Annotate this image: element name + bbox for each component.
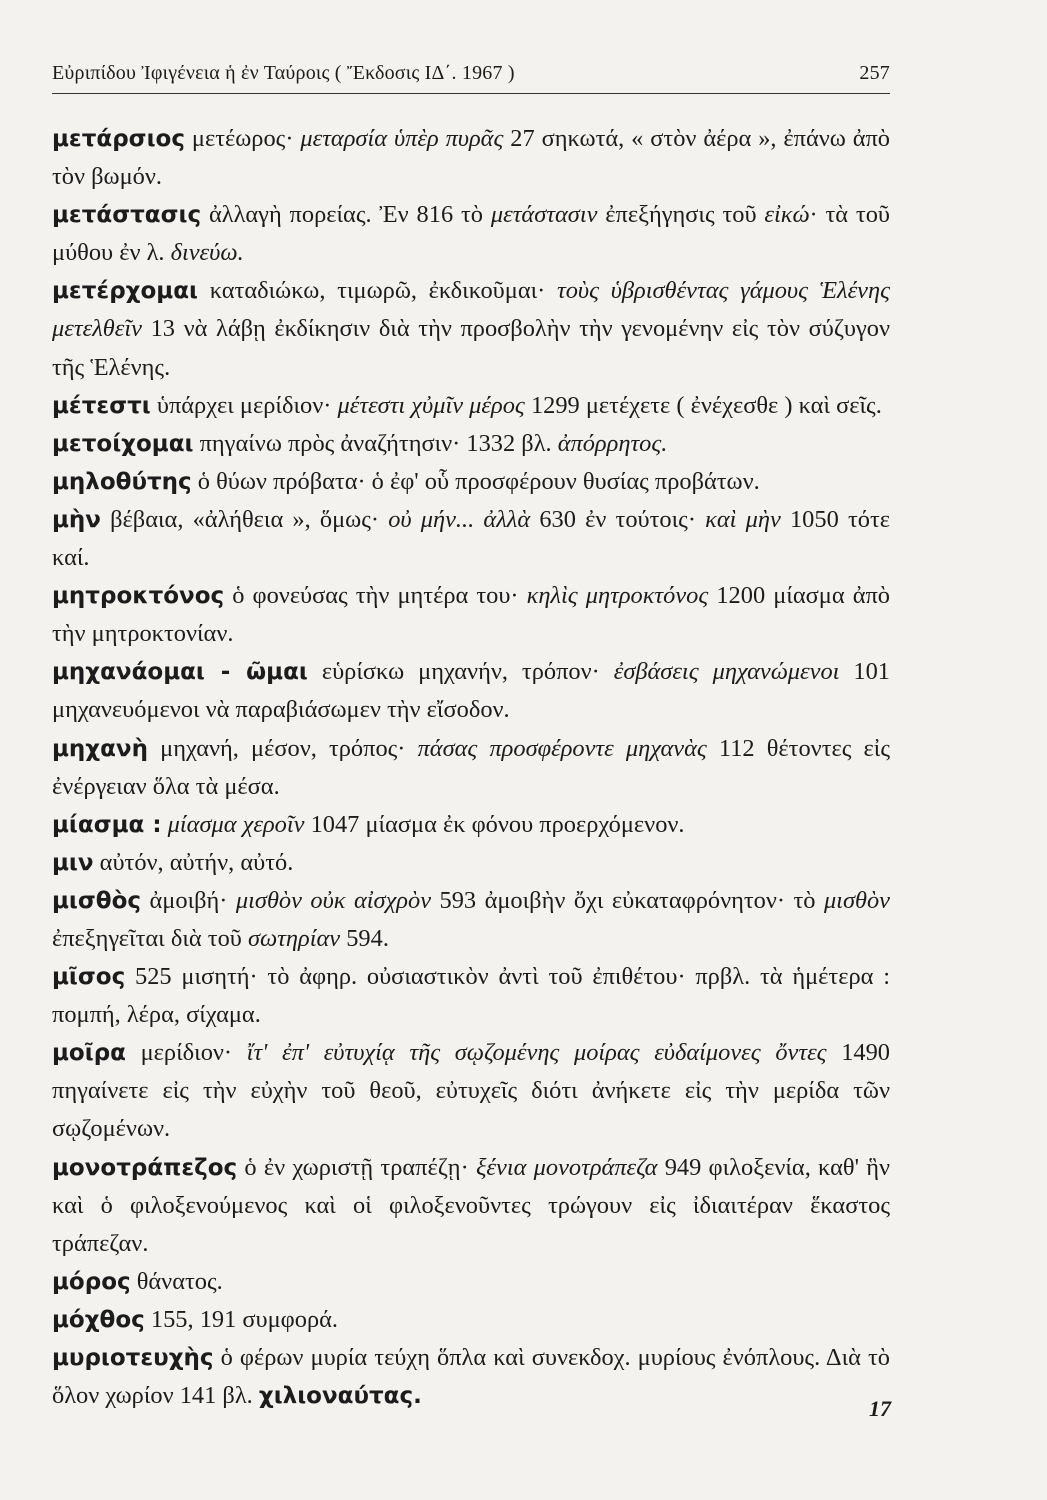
running-header	[52, 62, 890, 94]
entry-text: πηγαίνω πρὸς ἀναζήτησιν· 1332 βλ.	[193, 429, 558, 457]
glossary-entry	[52, 387, 890, 425]
glossary-entry	[52, 653, 890, 729]
glossary-entry	[52, 196, 890, 272]
entry-text: ὁ φέρων μυρία τεύχη ὅπλα καὶ συνεκδοχ. μυρίους ἐνόπλους. Διὰ τὸ ὅλον χωρίον 141 βλ.	[52, 1344, 890, 1410]
entry-quote: μισθὸν οὐκ αἰσχρὸν	[235, 886, 432, 914]
entry-quote: μέτεστι χὐμῖν μέρος	[337, 391, 525, 419]
entry-text: 1050 τότε καί.	[52, 505, 890, 572]
entry-lemma: μῖσος	[52, 964, 126, 991]
entry-text: 525 μισητή· τὸ ἀφηρ. οὐσιαστικὸν ἀντὶ τοῦ ἐπιθέτου· πρβλ. τὰ ἡμέτερα : πομπή, λέρα, σίχαμα.	[52, 963, 890, 1029]
entry-quote: μεταρσία ὑπὲρ πυρᾶς	[300, 125, 504, 152]
entry-text: αὐτόν, αὐτήν, αὐτό.	[93, 848, 294, 876]
glossary-entry	[52, 958, 890, 1034]
entry-text: · τὰ τοῦ μύθου ἐν λ.	[52, 201, 890, 267]
dictionary-page	[52, 62, 890, 1415]
entry-quote: σωτηρίαν	[247, 924, 341, 952]
entry-quote: οὐ μήν... ἀλλὰ	[388, 505, 531, 533]
entry-text: 155, 191 συμφορά.	[144, 1305, 338, 1333]
glossary-entry	[52, 577, 890, 653]
entry-text: ὑπάρχει μερίδιον·	[150, 391, 338, 419]
signature-mark: 17	[869, 1396, 891, 1421]
entry-quote: κηλὶς μητροκτόνος	[526, 582, 709, 610]
entry-lemma: μοῖρα	[52, 1040, 126, 1067]
entry-text: 1047 μίασμα ἐκ φόνου προερχόμενον.	[304, 810, 685, 838]
glossary-entry	[52, 806, 890, 844]
glossary-entry	[52, 882, 890, 958]
entry-text: ὁ θύων πρόβατα· ὁ ἐφ' οὗ προσφέρουν θυσίας προβάτων.	[191, 467, 760, 495]
entry-lemma: μηλοθύτης	[52, 468, 192, 495]
entry-quote: ξένια μονοτράπεζα	[475, 1153, 658, 1181]
entry-lemma: μυριοτευχὴς	[52, 1345, 214, 1371]
glossary-entry	[52, 1339, 890, 1415]
entry-lemma: μιν	[52, 849, 94, 876]
glossary-entry	[52, 1149, 890, 1263]
entry-lemma: μόχθος	[52, 1306, 145, 1333]
entry-quote: εἰκώ	[764, 201, 810, 229]
entry-lemma: μονοτράπεζος	[52, 1154, 238, 1181]
entry-text: μερίδιον·	[125, 1039, 247, 1067]
glossary-entry	[52, 844, 890, 882]
entry-quote: μίασμα χεροῖν	[167, 810, 305, 838]
entry-text: εὑρίσκω μηχανήν, τρόπον·	[307, 658, 614, 686]
entry-lemma: μετάστασις	[52, 202, 202, 229]
entry-quote: τοὺς ὑβρισθέντας γάμους Ἑλένης μετελθεῖν	[52, 277, 890, 343]
entry-text: 630 ἐν τούτοις·	[530, 505, 706, 533]
glossary-entry	[52, 730, 890, 806]
entry-quote: μετάστασιν	[490, 201, 598, 229]
entry-lemma: μισθὸς	[52, 887, 142, 914]
entry-lemma: μέτεστι	[52, 392, 151, 419]
entry-quote: πάσας προσφέροντε μηχανὰς	[417, 734, 707, 762]
entry-quote: ἀπόρρητος.	[557, 429, 668, 457]
entry-lemma: μετέρχομαι	[52, 278, 198, 305]
glossary-entries	[52, 120, 890, 1415]
entry-lemma: μηχανάομαι - ῶμαι	[52, 659, 308, 686]
entry-text: 1299 μετέχετε ( ἐνέχεσθε ) καὶ σεῖς.	[524, 391, 882, 419]
glossary-entry	[52, 463, 890, 501]
entry-quote: δινεύω.	[170, 239, 244, 267]
entry-text: 593 ἀμοιβὴν ὄχι εὐκαταφρόνητον· τὸ	[431, 886, 824, 914]
entry-lemma: μὴν	[52, 506, 101, 533]
entry-text: 112 θέτοντες εἰς ἐνέργειαν ὅλα τὰ μέσα.	[52, 734, 890, 800]
entry-text: 101 μηχανευόμενοι νὰ παραβιάσωμεν τὴν εἴσοδον.	[52, 658, 890, 724]
entry-lemma: μόρος	[52, 1268, 131, 1295]
entry-text: θάνατος.	[130, 1267, 223, 1295]
entry-quote: ἴτ' ἐπ' εὐτυχίᾳ τῆς σῳζομένης μοίρας εὐδαίμονες ὄντες	[246, 1039, 827, 1067]
entry-text: ἀλλαγὴ πορείας. Ἐν 816 τὸ	[201, 201, 491, 229]
entry-text: 27 σηκωτά, « στὸν ἀέρα », ἐπάνω ἀπὸ τὸν βωμόν.	[52, 125, 890, 191]
glossary-entry	[52, 272, 890, 386]
entry-lemma: μητροκτόνος	[52, 583, 225, 610]
entry-quote: μισθὸν	[823, 886, 890, 914]
entry-text: καταδιώκω, τιμωρῶ, ἐκδικοῦμαι·	[198, 277, 557, 305]
entry-quote: καὶ μὴν	[705, 505, 781, 533]
entry-text: χιλιοναύτας.	[258, 1383, 422, 1410]
entry-text: 594.	[340, 924, 389, 952]
entry-text: 949 φιλοξενία, καθ' ἣν καὶ ὁ φιλοξενούμενος καὶ οἱ φιλοξενοῦντες τρώγουν εἰς ἰδιαιτέραν ἕκαστος τράπεζαν.	[52, 1153, 890, 1257]
entry-text: ἐπεξήγησις τοῦ	[597, 201, 765, 229]
glossary-entry	[52, 1263, 890, 1301]
entry-text: ὁ φονεύσας τὴν μητέρα του·	[224, 582, 527, 610]
entry-lemma: μηχανὴ	[52, 735, 148, 762]
glossary-entry	[52, 1034, 890, 1148]
entry-text: 1200 μίασμα ἀπὸ τὴν μητροκτονίαν.	[52, 582, 890, 648]
entry-text: μηχανή, μέσον, τρόπος·	[147, 734, 418, 762]
entry-text: ἐπεξηγεῖται διὰ τοῦ	[52, 924, 248, 952]
glossary-entry	[52, 501, 890, 577]
entry-quote: ἐσβάσεις μηχανώμενοι	[613, 658, 840, 686]
entry-text: μετέωρος·	[184, 125, 301, 152]
entry-text: βέβαια, «ἀλήθεια », ὅμως·	[100, 505, 389, 533]
entry-lemma: μίασμα :	[52, 811, 162, 838]
glossary-entry	[52, 1301, 890, 1339]
entry-text: ὁ ἐν χωριστῇ τραπέζῃ·	[237, 1153, 476, 1181]
entry-text: 13 νὰ λάβῃ ἐκδίκησιν διὰ τὴν προσβολὴν τὴν γενομένην εἰς τὸν σύζυγον τῆς Ἑλένης.	[52, 315, 890, 381]
entry-lemma: μετάρσιος	[52, 126, 185, 152]
entry-text: ἀμοιβή·	[141, 886, 236, 914]
glossary-entry	[52, 120, 890, 196]
header-title: Εὐριπίδου Ἰφιγένεια ἡ ἐν Ταύροις ( Ἔκδοσις ΙΔ΄. 1967 )	[52, 62, 515, 84]
entry-lemma: μετοίχομαι	[52, 430, 194, 457]
glossary-entry	[52, 425, 890, 463]
entry-text: 1490 πηγαίνετε εἰς τὴν εὐχὴν τοῦ θεοῦ, εὐτυχεῖς διότι ἀνήκετε εἰς τὴν μερίδα τῶν σῳζομένων.	[52, 1039, 890, 1143]
page-number: 257	[859, 62, 890, 84]
